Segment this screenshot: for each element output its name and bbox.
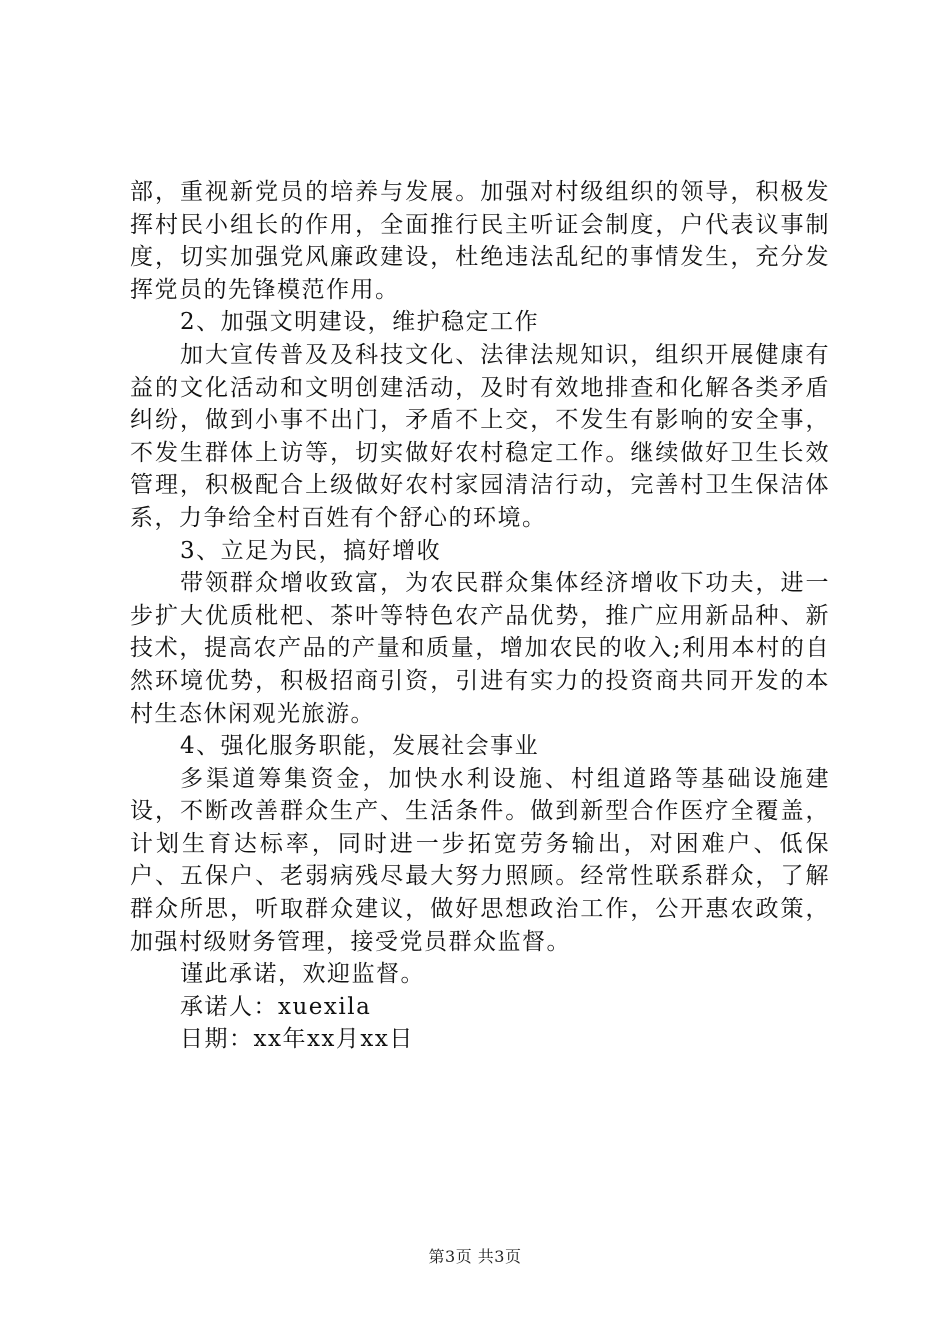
heading-social-services: 4、强化服务职能，发展社会事业 [180, 733, 540, 760]
page-number-footer: 第3页 共3页 [428, 1247, 522, 1266]
signatory-line: 承诺人：xuexila [180, 993, 372, 1020]
date-line: 日期：xx年xx月xx日 [180, 1026, 414, 1053]
document-body [130, 176, 830, 1056]
paragraph-income-increase: 带领群众增收致富，为农民群众集体经济增收下功夫，进一步扩大优质枇杷、茶叶等特色农产品优势，推广应用新品种、新技术，提高农产品的产量和质量，增加农民的收入;利用本村的自然环境优势，积极招商引资，引进有实力的投资商共同开发的本村生态休闲观光旅游。 [130, 570, 830, 727]
closing-statement: 谨此承诺，欢迎监督。 [180, 961, 425, 988]
paragraph-social-services: 多渠道筹集资金，加快水利设施、村组道路等基础设施建设，不断改善群众生产、生活条件。做到新型合作医疗全覆盖，计划生育达标率，同时进一步拓宽劳务输出，对困难户、低保户、五保户、老弱病残尽最大努力照顾。经常性联系群众，了解群众所思，听取群众建议，做好思想政治工作，公开惠农政策，加强村级财务管理，接受党员群众监督。 [130, 765, 830, 955]
heading-income-increase: 3、立足为民，搞好增收 [180, 537, 442, 564]
paragraph-party-building: 部，重视新党员的培养与发展。加强对村级组织的领导，积极发挥村民小组长的作用，全面推行民主听证会制度，户代表议事制度，切实加强党风廉政建设，杜绝违法乱纪的事情发生，充分发挥党员的先锋模范作用。 [130, 179, 830, 303]
paragraph-civilization-stability: 加大宣传普及及科技文化、法律法规知识，组织开展健康有益的文化活动和文明创建活动，及时有效地排查和化解各类矛盾纠纷，做到小事不出门，矛盾不上交，不发生有影响的安全事，不发生群体上访等，切实做好农村稳定工作。继续做好卫生长效管理，积极配合上级做好农村家园清洁行动，完善村卫生保洁体系，力争给全村百姓有个舒心的环境。 [130, 341, 830, 531]
heading-civilization-stability: 2、加强文明建设，维护稳定工作 [180, 309, 540, 336]
